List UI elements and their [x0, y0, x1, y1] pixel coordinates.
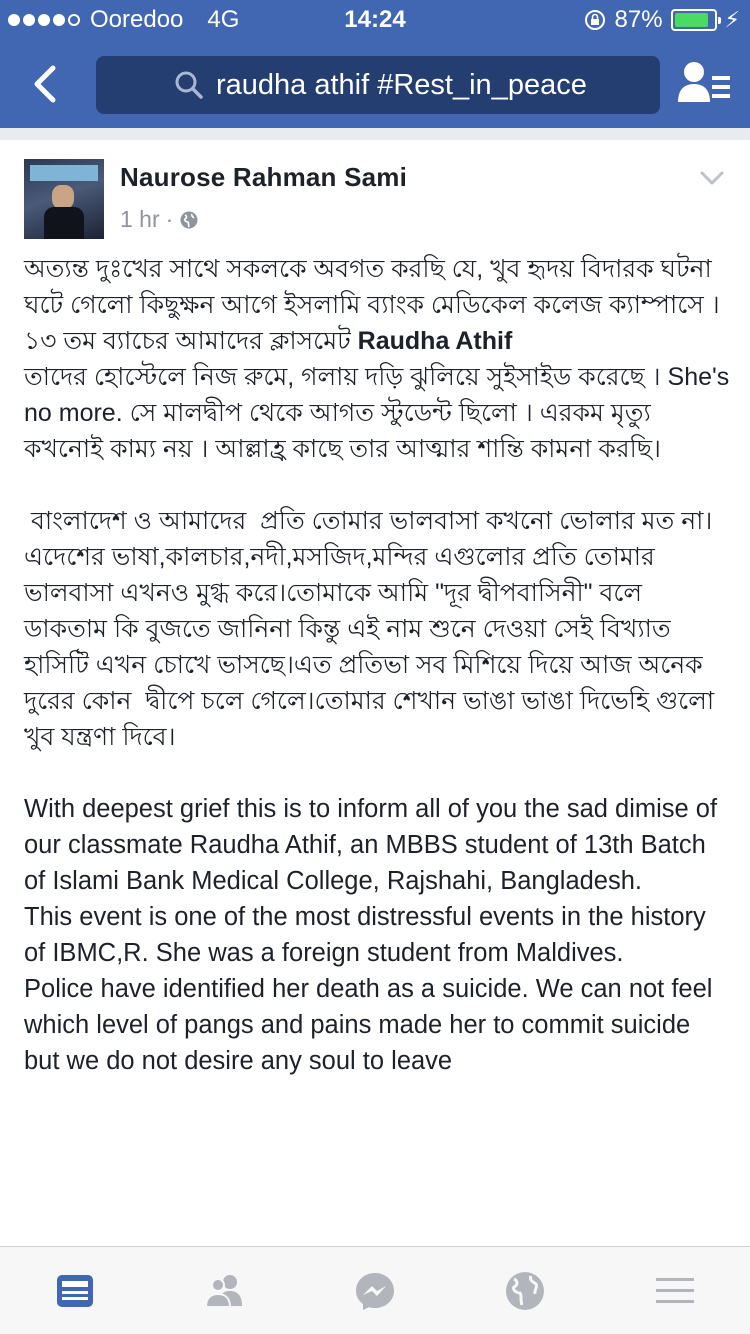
english-paragraph-2: This event is one of the most distressful events in the history of IBMC,R. She was a foreign student from Maldives. — [24, 903, 713, 967]
english-paragraph-3: Police have identified her death as a suicide. We can not feel which level of pangs and pains made her to commit suicide but we do not desire any soul to leave — [24, 975, 720, 1075]
post-meta — [120, 206, 199, 233]
public-globe-icon — [179, 210, 199, 230]
meta-separator: · — [165, 206, 174, 232]
menu-icon — [654, 1270, 696, 1312]
nav-row — [0, 40, 750, 128]
friend-requests-button[interactable] — [676, 58, 732, 110]
bangla-text-b: তাদের হোস্টেলে নিজ রুমে, গলায় দড়ি ঝুলিয়ে সুইসাইড করেছে । She's no more. সে মালদ্বীপ থেকে আগত স্টুডেন্ট ছিলো । এরকম মৃত্যু কখনোই কাম্য নয় । আল্লাহ্র কাছে তার আত্মার শান্তি কামনা করছি। — [24, 363, 730, 463]
tab-notifications[interactable] — [450, 1247, 600, 1334]
chevron-down-icon — [698, 166, 726, 190]
rotation-lock-icon — [583, 8, 607, 32]
tab-news-feed[interactable] — [0, 1247, 150, 1334]
globe-icon — [504, 1270, 546, 1312]
carrier-name: Ooredoo — [90, 6, 184, 33]
search-input[interactable] — [96, 56, 660, 114]
clock: 14:24 — [344, 6, 406, 33]
post-author[interactable]: Naurose Rahman Sami — [120, 162, 408, 192]
tab-more[interactable] — [600, 1247, 750, 1334]
chevron-left-icon — [29, 64, 59, 104]
bangla-text-a: অত্যন্ত দুঃখের সাথে সকলকে অবগত করছি যে, খুব হৃদয় বিদারক ঘটনা ঘটে গেলো কিছুক্ষন আগে ইসলামি ব্যাংক মেডিকেল কলেজ ক্যাম্পাসে । ১৩ তম ব্যাচের আমাদের ক্লাসমেট — [24, 255, 727, 355]
tab-friends[interactable] — [150, 1247, 300, 1334]
avatar[interactable] — [24, 159, 104, 239]
network-type: 4G — [207, 6, 240, 33]
charging-icon: ⚡︎ — [724, 7, 740, 32]
search-icon — [174, 70, 204, 100]
news-feed-icon — [54, 1270, 96, 1312]
bangla-paragraph-2: বাংলাদেশ ও আমাদের প্রতি তোমার ভালবাসা কখনো ভোলার মত না।এদেশের ভাষা,কালচার,নদী,মসজিদ,মন্দির এগুলোর প্রতি তোমার ভালবাসা এখনও মুগ্ধ করে।তোমাকে আমি "দূর দ্বীপবাসিনী" বলে ডাকতাম কি বুজতে জানিনা কিন্তু এই নাম শুনে দেওয়া সেই বিখ্যাত হাসিটি এখন চোখে ভাসছে।এত প্রতিভা সব মিশিয়ে দিয়ে আজ অনেক দুরের কোন দ্বীপে চলে গেলে।তোমার শেখান ভাঙা ভাঙা দিভেহি গুলো খুব যন্ত্রণা দিবে। — [24, 507, 722, 751]
tab-messenger[interactable] — [300, 1247, 450, 1334]
mentioned-name: Raudha Athif — [357, 327, 513, 355]
post-time[interactable]: 1 hr — [120, 206, 160, 232]
post-text — [24, 251, 732, 1079]
battery-percent: 87% — [614, 6, 663, 33]
bangla-paragraph-1 — [24, 251, 732, 467]
friends-icon — [204, 1270, 246, 1312]
post-card — [0, 140, 750, 1246]
battery-icon — [671, 9, 717, 31]
back-button[interactable] — [18, 58, 70, 110]
post-options-button[interactable] — [698, 166, 726, 190]
tab-bar — [0, 1246, 750, 1334]
friend-list-icon — [676, 58, 732, 110]
search-query: raudha athif #Rest_in_peace — [216, 69, 587, 101]
english-paragraph-1: With deepest grief this is to inform all of you the sad dimise of our classmate Raudha Athif, an MBBS student of 13th Batch of Islami Bank Medical College, Rajshahi, Bangladesh. — [24, 795, 725, 895]
status-bar — [0, 0, 750, 40]
top-bar — [0, 0, 750, 128]
status-right — [583, 6, 741, 34]
messenger-icon — [354, 1270, 396, 1312]
